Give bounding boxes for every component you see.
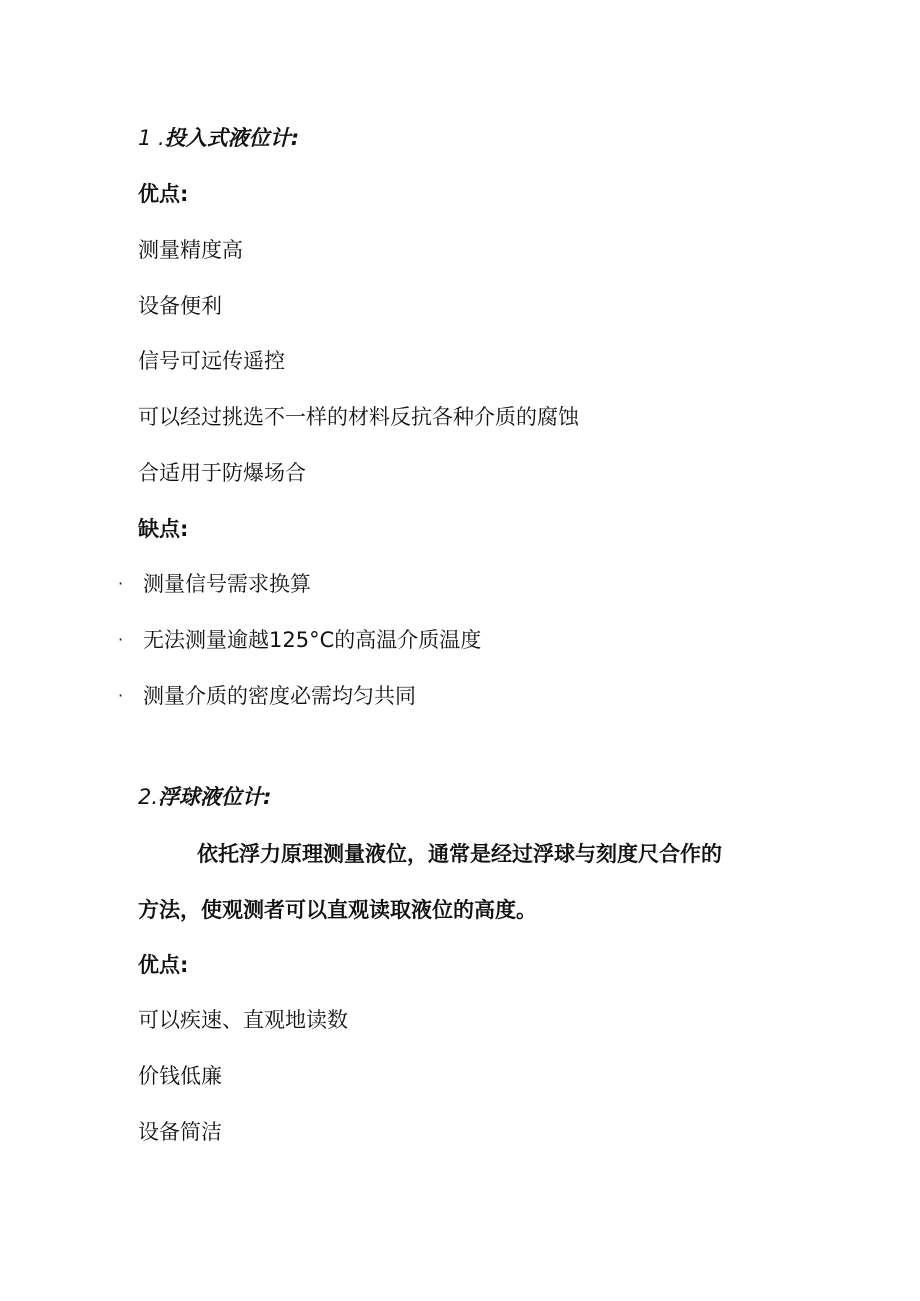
section-1-pro-item: 测量精度高 xyxy=(138,238,243,262)
section-1-heading xyxy=(138,124,299,152)
section-1-pros-label: 优点: xyxy=(138,182,189,206)
section-2-pros-label: 优点: xyxy=(138,953,189,977)
section-1-cons-label: 缺点: xyxy=(138,517,189,541)
section-1-pro-item: 可以经过挑选不一样的材料反抗各种介质的腐蚀 xyxy=(138,405,579,429)
section-2-description-line-2: 方法，使观测者可以直观读取液位的高度。 xyxy=(138,898,537,922)
section-2-title: 浮球液位计: xyxy=(158,785,272,809)
section-2-heading xyxy=(138,783,271,811)
bullet-icon: · xyxy=(118,574,124,593)
section-1-con-item: 无法测量逾越125°C的高温介质温度 xyxy=(143,628,482,652)
section-2-pro-item: 价钱低廉 xyxy=(138,1064,222,1088)
section-2-number: 2. xyxy=(138,785,159,809)
section-1-pro-item: 信号可远传遥控 xyxy=(138,349,285,373)
section-2-pro-item: 可以疾速、直观地读数 xyxy=(138,1008,348,1032)
section-1-title: 投入式液位计: xyxy=(164,126,300,150)
section-2-pro-item: 设备简洁 xyxy=(138,1120,222,1144)
section-1-pro-item: 合适用于防爆场合 xyxy=(138,461,306,485)
section-1-number: 1 . xyxy=(138,126,165,150)
section-1-pro-item: 设备便利 xyxy=(138,294,222,318)
bullet-icon: · xyxy=(118,630,124,649)
bullet-icon: · xyxy=(118,686,124,705)
section-2-description-line-1: 依托浮力原理测量液位，通常是经过浮球与刻度尺合作的 xyxy=(197,842,722,866)
section-1-con-item: 测量介质的密度必需均匀共同 xyxy=(143,684,416,708)
section-1-con-item: 测量信号需求换算 xyxy=(143,572,311,596)
